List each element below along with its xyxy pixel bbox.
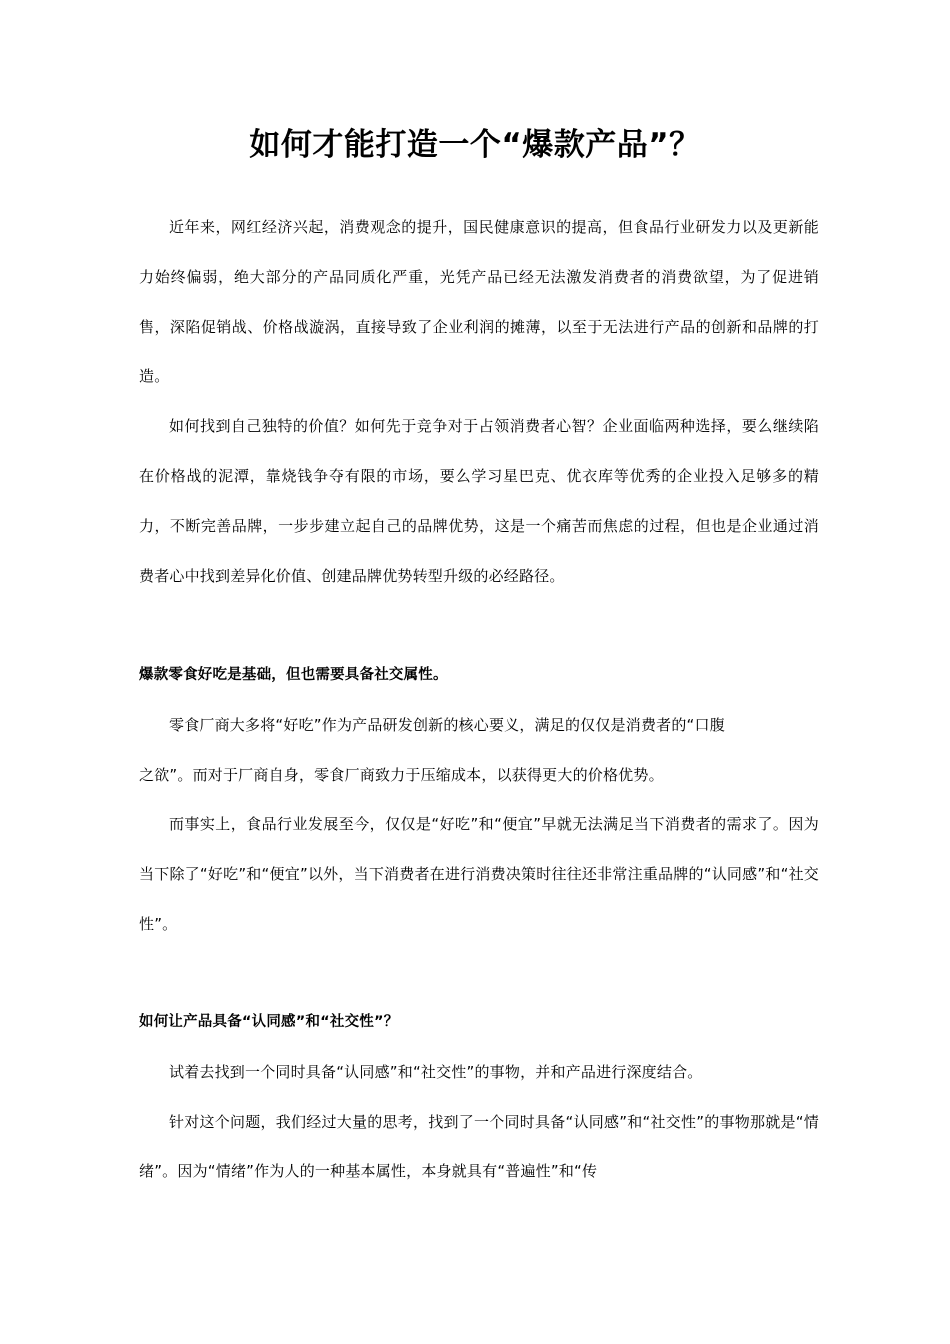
intro-paragraph-2: 如何找到自己独特的价值？如何先于竞争对于占领消费者心智？企业面临两种选择，要么继续陷在价格战的泥潭，靠烧钱争夺有限的市场，要么学习星巴克、优衣库等优秀的企业投入足够多的精力，不断完善品牌，一步步建立起自己的品牌优势，这是一个痛苦而焦虑的过程，但也是企业通过消费者心中找到差异化价值、创建品牌优势转型升级的必经路径。 [139, 417, 819, 585]
section-social-attribute [139, 651, 819, 950]
social-paragraph-1-line-1: 零食厂商大多将“好吃”作为产品研发创新的核心要义，满足的仅仅是消费者的“口腹 [169, 715, 725, 734]
intro-paragraph-1: 近年来，网红经济兴起，消费观念的提升，国民健康意识的提高，但食品行业研发力以及更新能力始终偏弱，绝大部分的产品同质化严重，光凭产品已经无法激发消费者的消费欲望，为了促进销售，深陷促销战、价格战漩涡，直接导致了企业利润的摊薄，以至于无法进行产品的创新和品牌的打造。 [139, 218, 819, 386]
section-intro [139, 203, 819, 601]
section-heading-social-attribute: 爆款零食好吃是基础，但也需要具备社交属性。 [139, 667, 448, 683]
identity-paragraph-1: 试着去找到一个同时具备“认同感”和“社交性”的事物，并和产品进行深度结合。 [169, 1062, 703, 1081]
document-title: 如何才能打造一个“爆款产品”？ [249, 126, 701, 163]
social-paragraph-2: 而事实上，食品行业发展至今，仅仅是“好吃”和“便宜”早就无法满足当下消费者的需求了。因为当下除了“好吃”和“便宜”以外，当下消费者在进行消费决策时往往还非常注重品牌的“认同感”和“社交性”。 [139, 815, 819, 933]
section-identity [139, 998, 819, 1197]
social-paragraph-1-line-2: 之欲”。而对于厂商自身，零食厂商致力于压缩成本，以获得更大的价格优势。 [139, 765, 664, 784]
identity-paragraph-2: 针对这个问题，我们经过大量的思考，找到了一个同时具备“认同感”和“社交性”的事物那就是“情绪”。因为“情绪”作为人的一种基本属性，本身就具有“普遍性”和“传 [139, 1112, 819, 1181]
section-heading-identity: 如何让产品具备“认同感”和“社交性”？ [139, 1014, 399, 1030]
